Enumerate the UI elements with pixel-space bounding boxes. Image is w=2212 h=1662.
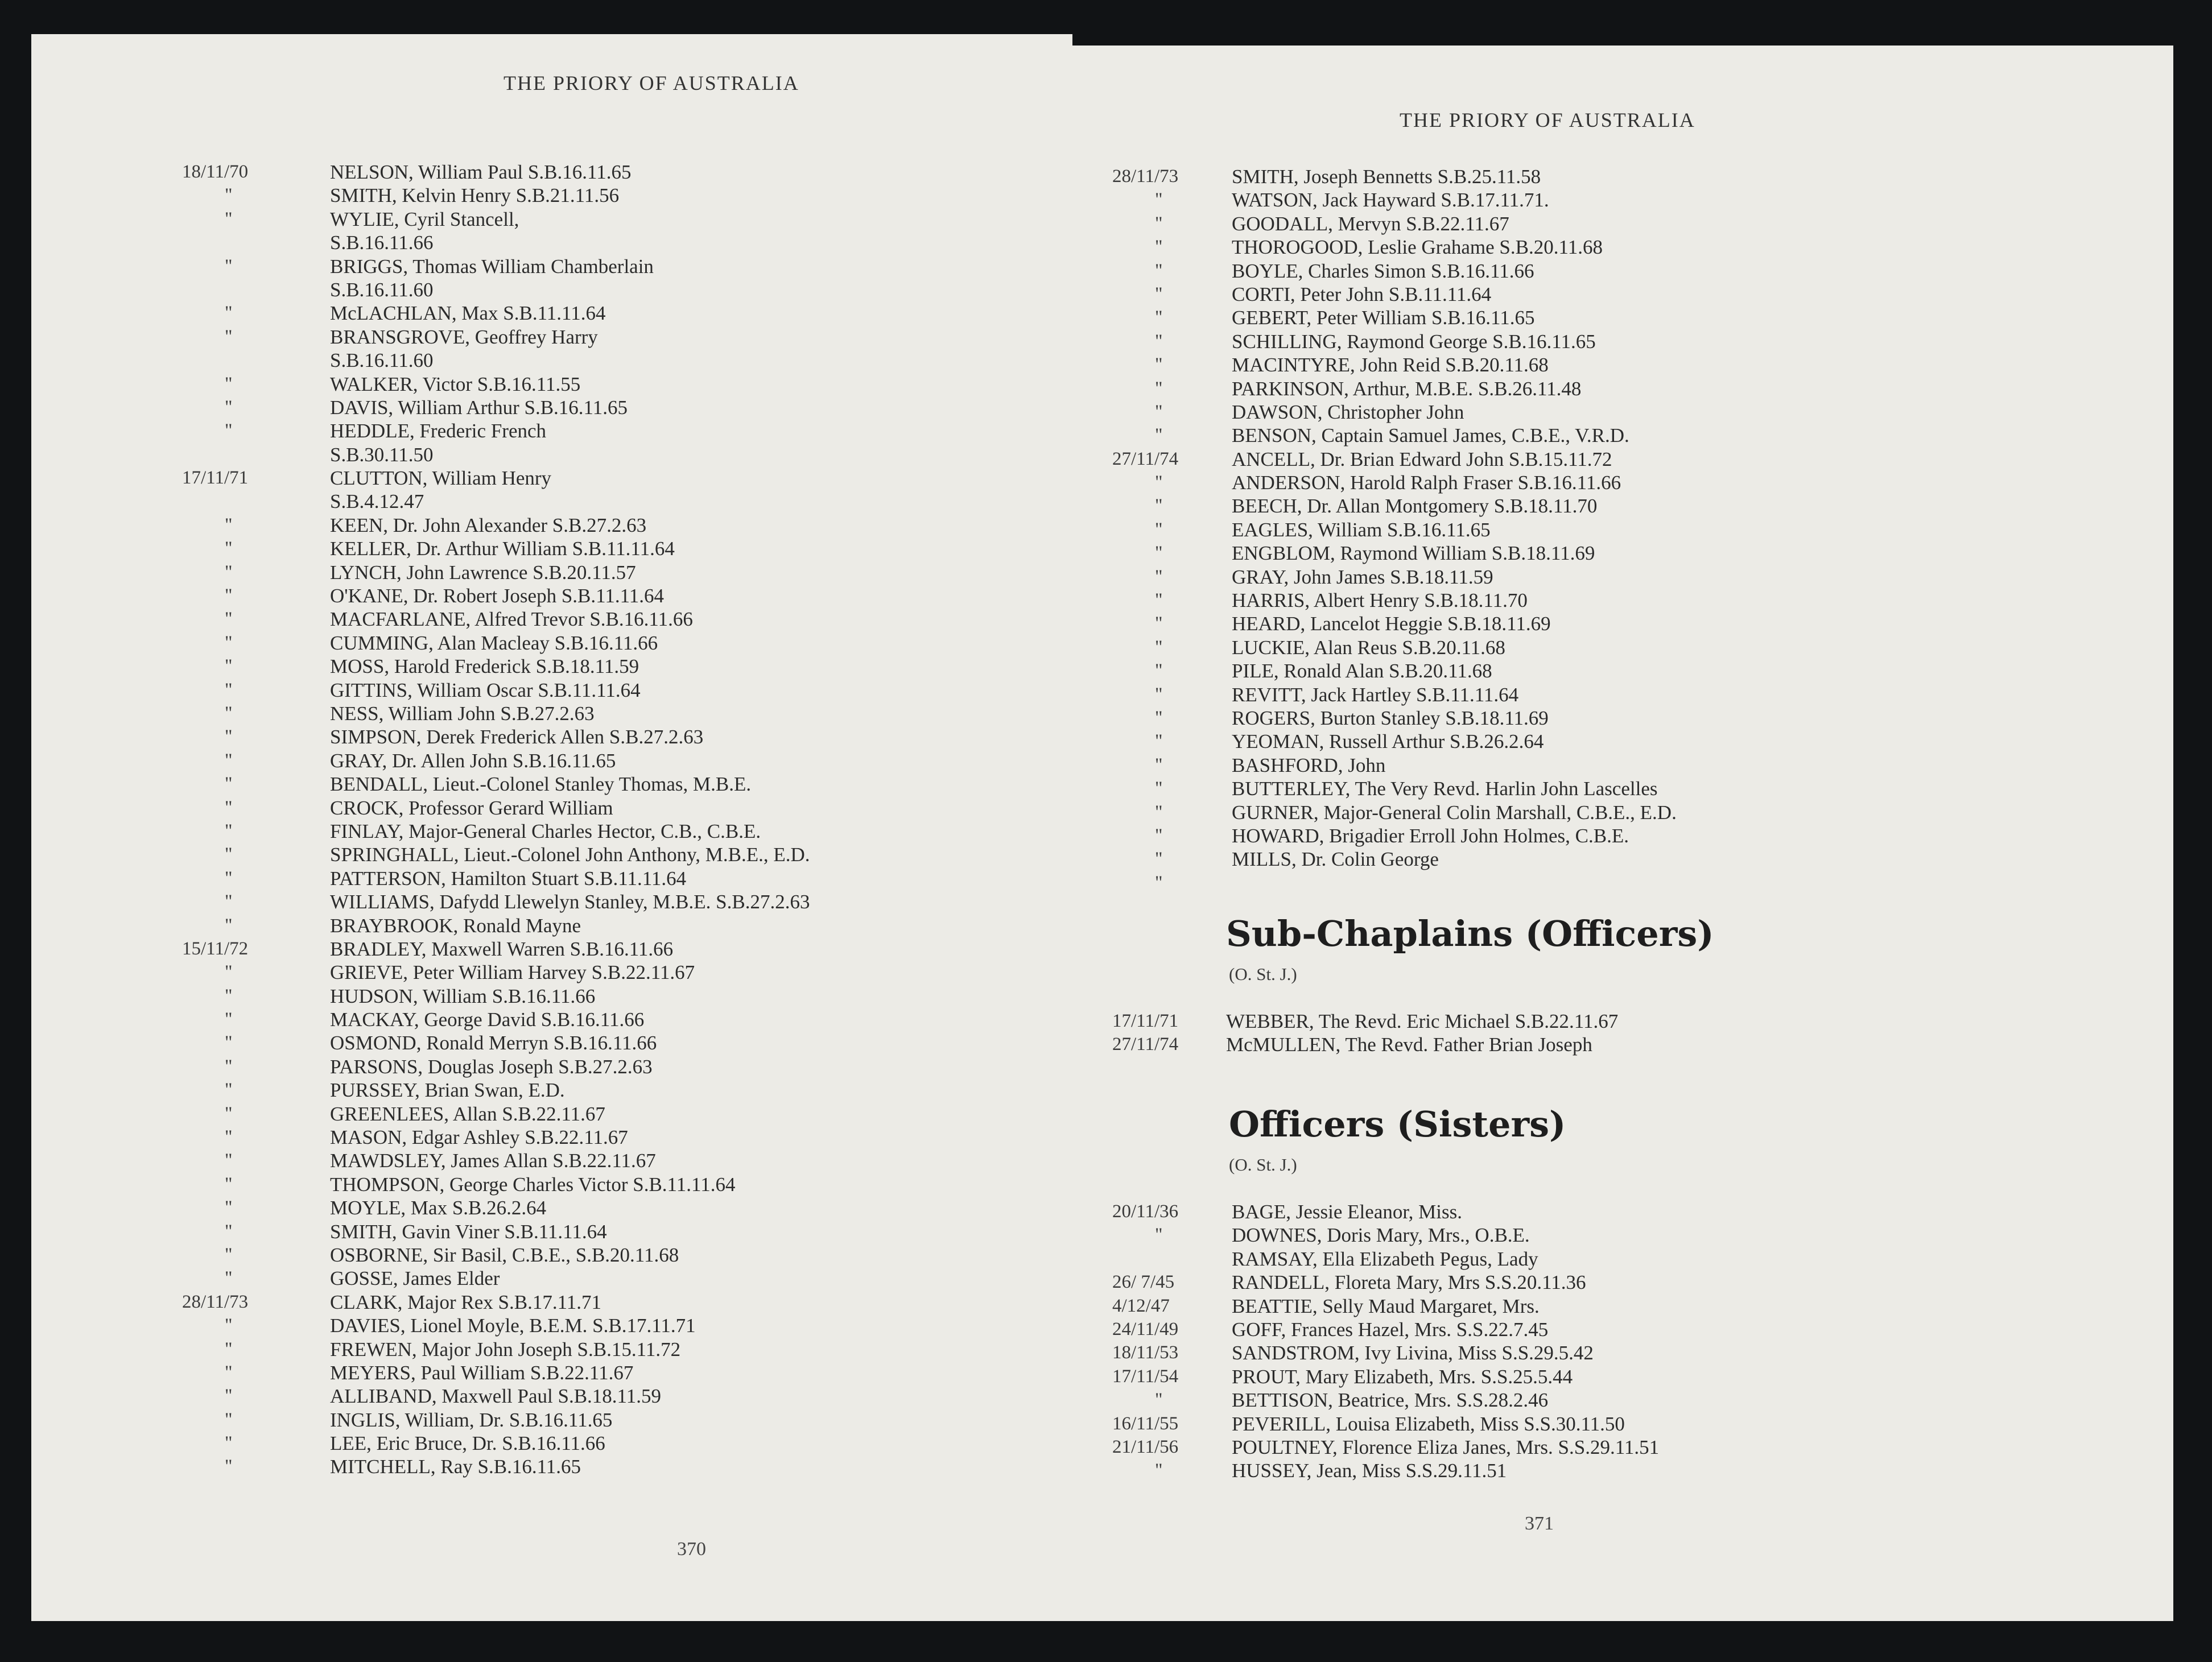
list-item: OSMOND, Ronald Merryn S.B.16.11.66 [330, 1032, 657, 1055]
list-item: FREWEN, Major John Joseph S.B.15.11.72 [330, 1338, 681, 1361]
date-cell: " [1155, 778, 1163, 799]
date-cell: 26/ 7/45 [1112, 1272, 1175, 1293]
list-item: WILLIAMS, Dafydd Llewelyn Stanley, M.B.E. S.B.27.2.63 [330, 891, 810, 913]
date-cell: " [225, 303, 233, 324]
list-item: WYLIE, Cyril Stancell, [330, 208, 519, 230]
date-cell: " [225, 632, 233, 653]
page-number: 370 [677, 1539, 706, 1560]
date-cell [182, 231, 341, 254]
list-item: McMULLEN, The Revd. Father Brian Joseph [1226, 1033, 1592, 1056]
date-cell: " [225, 726, 233, 747]
list-item: DAVIES, Lionel Moyle, B.E.M. S.B.17.11.71 [330, 1314, 696, 1337]
list-item: OSBORNE, Sir Basil, C.B.E., S.B.20.11.68 [330, 1243, 679, 1266]
date-cell: 18/11/70 [182, 162, 249, 182]
date-cell: " [225, 1150, 233, 1171]
list-item: EAGLES, William S.B.16.11.65 [1232, 518, 1491, 541]
list-item: BEECH, Dr. Allan Montgomery S.B.18.11.70 [1232, 495, 1598, 518]
date-cell: " [1155, 354, 1163, 375]
date-cell: 28/11/73 [1112, 166, 1179, 187]
officers-sisters-heading: Officers (Sisters) [1229, 1103, 1566, 1145]
list-item: CUMMING, Alan Macleay S.B.16.11.66 [330, 631, 658, 654]
list-item: ROGERS, Burton Stanley S.B.18.11.69 [1232, 706, 1549, 729]
name-column [330, 160, 1070, 1479]
list-item: DOWNES, Doris Mary, Mrs., O.B.E. [1232, 1224, 1530, 1247]
date-cell: " [1155, 283, 1163, 304]
list-item: BRANSGROVE, Geoffrey Harry [330, 325, 598, 348]
list-item: MILLS, Dr. Colin George [1232, 848, 1439, 871]
list-item: PROUT, Mary Elizabeth, Mrs. S.S.25.5.44 [1232, 1365, 1573, 1388]
date-cell: " [225, 1409, 233, 1430]
date-cell: " [225, 609, 233, 630]
list-item: GURNER, Major-General Colin Marshall, C.B.E., E.D. [1232, 801, 1677, 824]
page-number: 371 [1525, 1513, 1554, 1534]
date-cell: " [225, 891, 233, 912]
list-item: PARKINSON, Arthur, M.B.E. S.B.26.11.48 [1232, 377, 1582, 400]
list-item: SMITH, Gavin Viner S.B.11.11.64 [330, 1220, 607, 1243]
list-item: LEE, Eric Bruce, Dr. S.B.16.11.66 [330, 1432, 605, 1455]
list-item: PATTERSON, Hamilton Stuart S.B.11.11.64 [330, 867, 687, 890]
date-cell: " [225, 750, 233, 771]
date-cell: 27/11/74 [1112, 1034, 1179, 1055]
officers-sisters-names [1232, 1200, 2142, 1483]
list-item: GEBERT, Peter William S.B.16.11.65 [1232, 307, 1535, 329]
list-item: POULTNEY, Florence Eliza Janes, Mrs. S.S.29.11.51 [1232, 1436, 1660, 1458]
left-page [31, 34, 1072, 1621]
date-cell: " [1155, 472, 1163, 493]
list-item: BETTISON, Beatrice, Mrs. S.S.28.2.46 [1232, 1389, 1549, 1412]
date-cell: " [1155, 1225, 1163, 1246]
date-cell: " [1155, 660, 1163, 681]
list-item: MEYERS, Paul William S.B.22.11.67 [330, 1361, 634, 1384]
list-item: BAGE, Jessie Eleanor, Miss. [1232, 1201, 1462, 1223]
list-item: REVITT, Jack Hartley S.B.11.11.64 [1232, 683, 1519, 706]
list-item: MACINTYRE, John Reid S.B.20.11.68 [1232, 354, 1549, 377]
date-cell: " [1155, 872, 1163, 893]
list-item: THOROGOOD, Leslie Grahame S.B.20.11.68 [1232, 236, 1603, 259]
list-item: SPRINGHALL, Lieut.-Colonel John Anthony, M.B.E., E.D. [330, 844, 810, 866]
list-item: GRAY, John James S.B.18.11.59 [1232, 565, 1493, 588]
list-item: RANDELL, Floreta Mary, Mrs S.S.20.11.36 [1232, 1271, 1586, 1294]
date-cell: " [1155, 1390, 1163, 1411]
list-item: BASHFORD, John [1232, 754, 1386, 776]
date-cell: " [1155, 590, 1163, 611]
date-cell: 24/11/49 [1112, 1318, 1179, 1339]
date-cell: " [1155, 825, 1163, 846]
list-item: HOWARD, Brigadier Erroll John Holmes, C.B.E. [1232, 824, 1629, 847]
date-cell: " [1155, 189, 1163, 210]
list-item: CORTI, Peter John S.B.11.11.64 [1232, 283, 1492, 305]
date-cell: " [225, 538, 233, 559]
date-cell: " [225, 1244, 233, 1265]
list-item: BUTTERLEY, The Very Revd. Harlin John Lascelles [1232, 778, 1658, 800]
list-item: GOODALL, Mervyn S.B.22.11.67 [1232, 212, 1509, 235]
date-cell: 17/11/54 [1112, 1366, 1179, 1387]
date-cell [182, 443, 341, 466]
date-cell: " [225, 1315, 233, 1336]
date-cell: " [225, 1362, 233, 1383]
date-cell: " [1155, 707, 1163, 728]
date-cell: " [225, 255, 233, 276]
list-item: HEDDLE, Frederic French [330, 420, 547, 443]
date-cell: " [225, 797, 233, 818]
date-cell: " [225, 185, 233, 206]
date-cell: " [1155, 425, 1163, 446]
list-item: PEVERILL, Louisa Elizabeth, Miss S.S.30.11.50 [1232, 1412, 1625, 1435]
list-item: WEBBER, The Revd. Eric Michael S.B.22.11.67 [1226, 1010, 1619, 1032]
list-item: YEOMAN, Russell Arthur S.B.26.2.64 [1232, 730, 1544, 753]
list-item: MASON, Edgar Ashley S.B.22.11.67 [330, 1126, 628, 1149]
date-cell: " [1155, 613, 1163, 634]
date-cell: 17/11/71 [182, 468, 249, 489]
list-item: BRADLEY, Maxwell Warren S.B.16.11.66 [330, 937, 674, 960]
date-cell: " [1155, 401, 1163, 422]
list-item: SCHILLING, Raymond George S.B.16.11.65 [1232, 330, 1596, 353]
list-item: RAMSAY, Ella Elizabeth Pegus, Lady [1232, 1247, 1538, 1270]
list-item: THOMPSON, George Charles Victor S.B.11.11.64 [330, 1173, 736, 1196]
date-cell: " [225, 208, 233, 229]
list-item: SMITH, Joseph Bennetts S.B.25.11.58 [1232, 166, 1541, 188]
list-item: HUSSEY, Jean, Miss S.S.29.11.51 [1232, 1460, 1507, 1482]
date-cell: 17/11/71 [1112, 1011, 1179, 1031]
date-cell: " [1155, 731, 1163, 752]
list-item: BENSON, Captain Samuel James, C.B.E., V.R.D. [1232, 424, 1629, 447]
date-cell: " [1155, 636, 1163, 658]
running-head: THE PRIORY OF AUSTRALIA [1400, 109, 1695, 131]
date-cell: 15/11/72 [182, 938, 249, 959]
running-head: THE PRIORY OF AUSTRALIA [504, 72, 799, 94]
date-cell: " [225, 1056, 233, 1077]
date-cell [182, 278, 341, 301]
date-cell: " [1155, 495, 1163, 516]
date-cell: " [1155, 519, 1163, 540]
list-item: SMITH, Kelvin Henry S.B.21.11.56 [330, 184, 620, 207]
list-item: CROCK, Professor Gerard William [330, 796, 613, 819]
date-cell: 27/11/74 [1112, 448, 1179, 469]
list-item: CLUTTON, William Henry [330, 467, 552, 490]
list-item: MOSS, Harold Frederick S.B.18.11.59 [330, 655, 639, 678]
date-cell: " [225, 1433, 233, 1454]
date-cell: " [225, 561, 233, 582]
list-item: McLACHLAN, Max S.B.11.11.64 [330, 302, 606, 325]
list-item: PARSONS, Douglas Joseph S.B.27.2.63 [330, 1055, 653, 1078]
list-item: WATSON, Jack Hayward S.B.17.11.71. [1232, 189, 1549, 212]
date-cell: " [225, 844, 233, 865]
date-cell: " [225, 702, 233, 723]
date-cell: " [225, 962, 233, 983]
list-item: GREENLEES, Allan S.B.22.11.67 [330, 1102, 605, 1125]
list-item: BOYLE, Charles Simon S.B.16.11.66 [1232, 259, 1534, 282]
list-item: S.B.16.11.66 [330, 231, 434, 254]
list-item: GOSSE, James Elder [330, 1267, 500, 1290]
list-item: GITTINS, William Oscar S.B.11.11.64 [330, 679, 641, 701]
list-item: NESS, William John S.B.27.2.63 [330, 702, 595, 725]
date-cell: " [225, 774, 233, 795]
date-cell: 4/12/47 [1112, 1295, 1170, 1316]
list-item: LYNCH, John Lawrence S.B.20.11.57 [330, 561, 636, 584]
list-item: INGLIS, William, Dr. S.B.16.11.65 [330, 1408, 613, 1431]
date-cell: " [225, 1386, 233, 1407]
list-item: MAWDSLEY, James Allan S.B.22.11.67 [330, 1150, 656, 1172]
date-cell: " [225, 1032, 233, 1053]
date-cell: " [1155, 566, 1163, 587]
list-item: MACKAY, George David S.B.16.11.66 [330, 1008, 645, 1031]
list-item: HEARD, Lancelot Heggie S.B.18.11.69 [1232, 613, 1551, 635]
date-cell [182, 349, 341, 372]
date-cell: " [225, 656, 233, 677]
date-cell: " [225, 985, 233, 1006]
list-item: S.B.30.11.50 [330, 443, 434, 466]
list-item: FINLAY, Major-General Charles Hector, C.B., C.B.E. [330, 820, 761, 842]
list-item: ENGBLOM, Raymond William S.B.18.11.69 [1232, 542, 1595, 565]
list-item: GRIEVE, Peter William Harvey S.B.22.11.67 [330, 961, 695, 984]
list-item: NELSON, William Paul S.B.16.11.65 [330, 161, 632, 183]
list-item: MITCHELL, Ray S.B.16.11.65 [330, 1456, 581, 1478]
date-cell: 21/11/56 [1112, 1436, 1179, 1457]
list-item: ANCELL, Dr. Brian Edward John S.B.15.11.72 [1232, 448, 1612, 470]
date-cell: " [225, 1338, 233, 1359]
date-cell: " [1155, 1460, 1163, 1481]
name-column [1232, 165, 2142, 871]
list-item: HARRIS, Albert Henry S.B.18.11.70 [1232, 589, 1528, 612]
list-item: ALLIBAND, Maxwell Paul S.B.18.11.59 [330, 1385, 662, 1408]
date-cell: " [225, 373, 233, 394]
list-item: SANDSTROM, Ivy Livina, Miss S.S.29.5.42 [1232, 1342, 1594, 1365]
list-item: GRAY, Dr. Allen John S.B.16.11.65 [330, 749, 616, 772]
date-cell: " [1155, 543, 1163, 564]
list-item: BEATTIE, Selly Maud Margaret, Mrs. [1232, 1295, 1540, 1317]
list-item: LUCKIE, Alan Reus S.B.20.11.68 [1232, 636, 1505, 659]
list-item: WALKER, Victor S.B.16.11.55 [330, 373, 581, 395]
list-item: S.B.16.11.60 [330, 349, 434, 372]
list-item: BRAYBROOK, Ronald Mayne [330, 914, 581, 937]
date-column [182, 160, 341, 1479]
date-cell: " [225, 396, 233, 417]
date-cell: 20/11/36 [1112, 1201, 1179, 1222]
list-item: KELLER, Dr. Arthur William S.B.11.11.64 [330, 538, 675, 560]
date-cell: " [225, 1080, 233, 1101]
date-cell: " [225, 679, 233, 700]
right-page [1072, 46, 2173, 1621]
list-item: SIMPSON, Derek Frederick Allen S.B.27.2.63 [330, 726, 704, 749]
date-cell: " [225, 915, 233, 936]
list-item: MACFARLANE, Alfred Trevor S.B.16.11.66 [330, 608, 693, 631]
date-cell: " [1155, 330, 1163, 352]
date-cell: " [1155, 849, 1163, 870]
date-cell: " [1155, 237, 1163, 258]
order-label: (O. St. J.) [1229, 1155, 1297, 1175]
list-item: BRIGGS, Thomas William Chamberlain [330, 255, 654, 278]
sub-chaplains-names [1226, 1010, 2136, 1057]
date-cell: " [225, 1268, 233, 1289]
date-cell: " [1155, 754, 1163, 775]
date-cell: " [1155, 684, 1163, 705]
date-cell: " [225, 585, 233, 606]
list-item: GOFF, Frances Hazel, Mrs. S.S.22.7.45 [1232, 1318, 1549, 1341]
list-item: HUDSON, William S.B.16.11.66 [330, 985, 596, 1007]
date-cell: " [1155, 378, 1163, 399]
date-cell: " [225, 1197, 233, 1218]
date-cell: 18/11/53 [1112, 1342, 1179, 1363]
sub-chaplains-heading: Sub-Chaplains (Officers) [1226, 913, 1714, 954]
list-item: PURSSEY, Brian Swan, E.D. [330, 1079, 565, 1102]
date-cell: " [1155, 213, 1163, 234]
date-cell: " [225, 867, 233, 888]
officers-sisters-dates [1112, 1200, 1249, 1483]
date-cell: " [225, 1456, 233, 1477]
list-item: S.B.16.11.60 [330, 278, 434, 301]
list-item: DAWSON, Christopher John [1232, 400, 1464, 423]
date-cell: " [225, 820, 233, 841]
date-cell: " [1155, 307, 1163, 328]
date-cell: " [1155, 801, 1163, 822]
date-cell: " [225, 1173, 233, 1194]
date-column [1112, 165, 1249, 895]
order-label: (O. St. J.) [1229, 964, 1297, 984]
date-cell: " [225, 326, 233, 347]
date-cell: " [1155, 260, 1163, 281]
date-cell: " [225, 1009, 233, 1030]
date-cell [1112, 1247, 1249, 1271]
list-item: S.B.4.12.47 [330, 490, 424, 513]
list-item: O'KANE, Dr. Robert Joseph S.B.11.11.64 [330, 585, 665, 607]
date-cell: " [225, 1221, 233, 1242]
list-item: CLARK, Major Rex S.B.17.11.71 [330, 1291, 602, 1313]
list-item: BENDALL, Lieut.-Colonel Stanley Thomas, M.B.E. [330, 773, 752, 796]
date-cell: " [225, 1103, 233, 1124]
date-cell: 28/11/73 [182, 1291, 249, 1312]
list-item: ANDERSON, Harold Ralph Fraser S.B.16.11.66 [1232, 472, 1621, 494]
list-item: MOYLE, Max S.B.26.2.64 [330, 1197, 547, 1219]
date-cell: 16/11/55 [1112, 1413, 1179, 1434]
list-item: PILE, Ronald Alan S.B.20.11.68 [1232, 660, 1492, 683]
list-item: DAVIS, William Arthur S.B.16.11.65 [330, 396, 628, 419]
list-item: KEEN, Dr. John Alexander S.B.27.2.63 [330, 514, 647, 536]
date-cell: " [225, 420, 233, 441]
date-cell: " [225, 514, 233, 535]
date-cell: " [225, 1127, 233, 1148]
date-cell [182, 490, 341, 513]
